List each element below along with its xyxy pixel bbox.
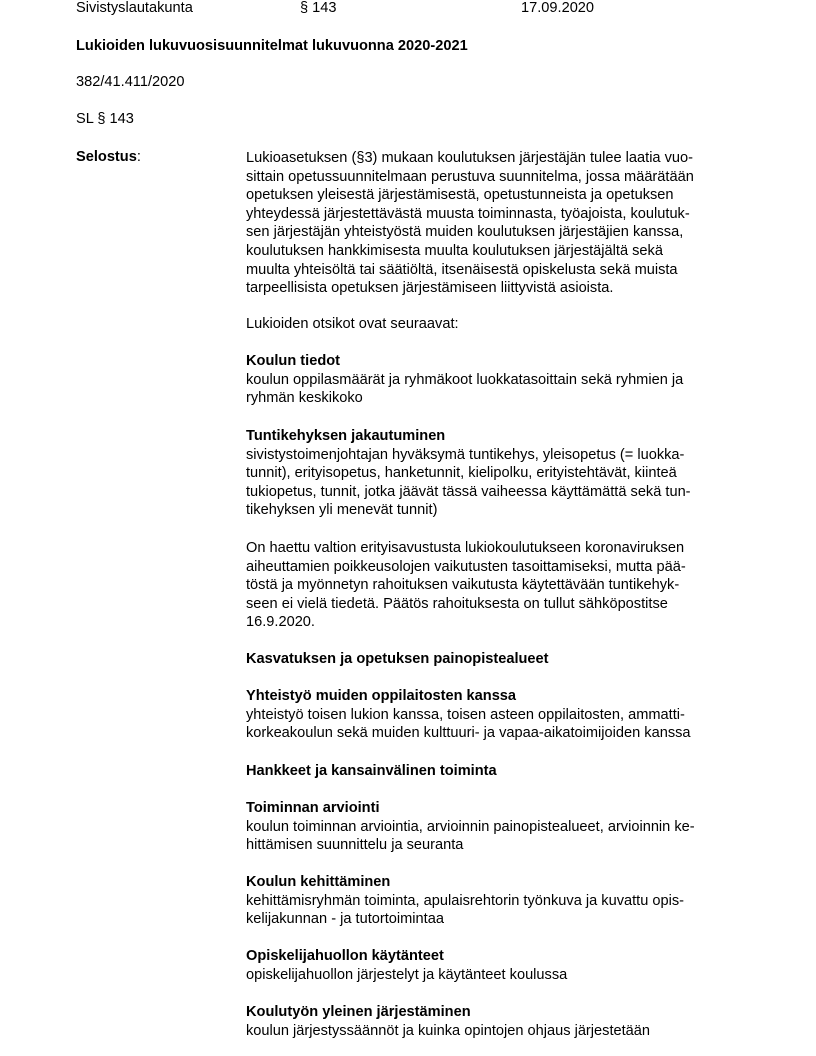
painopistealueet-heading: Kasvatuksen ja opetuksen painopistealueet <box>246 651 549 667</box>
section-heading: Koulun tiedot <box>246 353 341 369</box>
section-heading: Tuntikehyksen jakautuminen <box>246 428 446 444</box>
hankkeet-heading: Hankkeet ja kansainvälinen toiminta <box>246 763 497 779</box>
arviointi-section: Toiminnan arviointi koulun toiminnan arviointia, arvioinnin painopistealueet, arvioinnin ke- hittämisen suunnittelu ja seuranta <box>246 800 695 854</box>
kehittaminen-section: Koulun kehittäminen kehittämisryhmän toiminta, apulaisrehtorin työnkuva ja kuvattu opis- kelijakunnan - ja tutortoimintaa <box>246 874 685 928</box>
committee-name: Sivistyslautakunta <box>76 0 193 16</box>
opiskelijahuolto-section: Opiskelijahuollon käytänteet opiskelijahuollon järjestelyt ja käytänteet koulussa <box>246 948 568 983</box>
section-heading: Yhteistyö muiden oppilaitosten kanssa <box>246 688 517 704</box>
reference: SL § 143 <box>76 111 134 127</box>
section-heading: Opiskelijahuollon käytänteet <box>246 948 444 964</box>
intro-paragraph: Lukioasetuksen (§3) mukaan koulutuksen järjestäjän tulee laatia vuo- sittain opetussuunnitelmaan perustuva suunnitelma, jossa määrätään opetuksen yleisestä järjestämisestä, opetustunneista ja opetuksen yhteydessä järjestettävästä muusta toiminnasta, työajoista, koulutuk- sen järjestäjän yhteistyöstä muiden koulutuksen järjestäjien kanssa, koulutuksen hankkimisesta muulta koulutuksen järjestäjältä sekä muulta yhteisöltä tai säätiöltä, itsenäisestä opiskelusta sekä muista tarpeellisista opetuksen järjestämiseen liittyvistä asioista. <box>246 150 694 297</box>
meeting-date: 17.09.2020 <box>521 0 595 16</box>
section-heading: Koulun kehittäminen <box>246 874 391 890</box>
document-title: Lukioiden lukuvuosisuunnitelmat lukuvuonna 2020-2021 <box>76 38 468 54</box>
valtionavustus-paragraph: On haettu valtion erityisavustusta lukiokoulutukseen koronaviruksen aiheuttamien poikkeusolojen vaikutusten tasoittamiseksi, mutta pää- töstä ja myönnetyn rahoituksen vaikutusta käytettävään tuntikehyk- seen ei vielä tiedetä. Päätös rahoituksesta on tullut sähköpostitse 16.9.2020. <box>246 540 686 631</box>
yhteistyo-section: Yhteistyö muiden oppilaitosten kanssa yhteistyö toisen lukion kanssa, toisen asteen oppilaitosten, ammatti- korkeakoulun sekä muiden kulttuuri- ja vapaa-aikatoimijoiden kanssa <box>246 688 691 742</box>
tuntikehys-section: Tuntikehyksen jakautuminen sivistystoimenjohtajan hyväksymä tuntikehys, yleisopetus (= luokka- tunnit), erityisopetus, hanketunnit, kielipolku, erityistehtävät, kiinteä tukiopetus, tunnit, jotka jäävät tässä vaiheessa käyttämättä sekä tun- tikehyksen yli menevät tunnit) <box>246 428 691 519</box>
koulun-tiedot-section: Koulun tiedot koulun oppilasmäärät ja ryhmäkoot luokkatasoittain sekä ryhmien ja ryhmän keskikoko <box>246 353 684 407</box>
headings-intro: Lukioiden otsikot ovat seuraavat: <box>246 316 459 332</box>
section-number: § 143 <box>300 0 337 16</box>
section-heading: Toiminnan arviointi <box>246 800 380 816</box>
section-heading: Koulutyön yleinen järjestäminen <box>246 1004 471 1020</box>
koulutyo-section: Koulutyön yleinen järjestäminen koulun järjestyssäännöt ja kuinka opintojen ohjaus järjestetään <box>246 1004 651 1039</box>
record-number: 382/41.411/2020 <box>76 74 185 90</box>
selostus-label: Selostus: <box>76 149 141 165</box>
